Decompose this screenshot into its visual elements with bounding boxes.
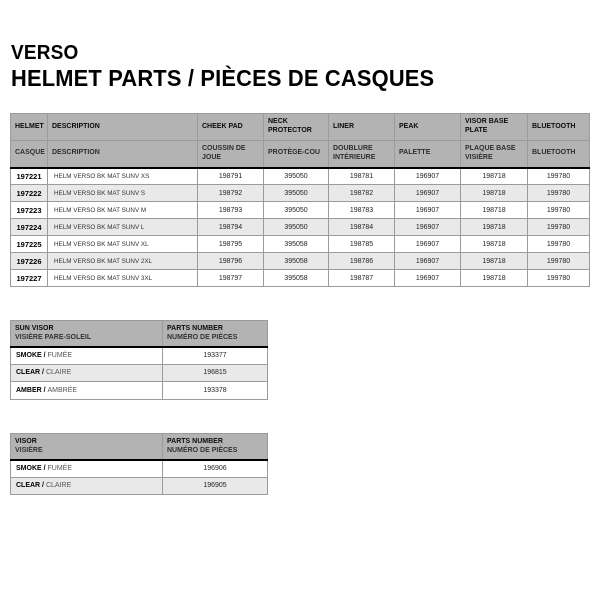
sun-visor-column-header <box>11 321 163 347</box>
column-header: CHEEK PAD <box>198 114 264 141</box>
part-number-cell: 198792 <box>198 185 264 202</box>
table-row <box>11 460 268 478</box>
part-number-cell: 199780 <box>528 185 590 202</box>
parts-number-header-en: PARTS NUMBER <box>167 325 223 333</box>
visor-column-header <box>11 434 163 460</box>
part-number-cell: 198781 <box>329 168 395 185</box>
part-number-cell: 198795 <box>198 236 264 253</box>
part-number-cell: 198797 <box>198 270 264 287</box>
header-row <box>11 434 268 460</box>
part-number-cell: 196907 <box>395 168 461 185</box>
color-label-en: AMBER / <box>16 386 48 394</box>
description-cell: HELM VERSO BK MAT SUNV L <box>48 219 198 236</box>
table-row <box>11 185 590 202</box>
sun-visor-header-fr: VISIÈRE PARE-SOLEIL <box>15 334 92 342</box>
part-number-cell: 198782 <box>329 185 395 202</box>
header-row-en <box>11 114 590 141</box>
helmet-code-cell: 197222 <box>11 185 48 202</box>
helmet-parts-table-body <box>11 168 590 287</box>
part-number-cell: 199780 <box>528 219 590 236</box>
table-row <box>11 202 590 219</box>
part-number-cell: 199780 <box>528 270 590 287</box>
column-header: NECK PROTECTOR <box>264 114 329 141</box>
color-label-fr: CLAIRE <box>45 482 72 490</box>
helmet-code-cell: 197225 <box>11 236 48 253</box>
table-row <box>11 253 590 270</box>
table-row <box>11 347 268 365</box>
part-number-cell: 198784 <box>329 219 395 236</box>
part-number-cell: 198794 <box>198 219 264 236</box>
part-number-cell: 395058 <box>264 253 329 270</box>
column-header: PLAQUE BASE VISIÈRE <box>461 141 528 168</box>
description-cell: HELM VERSO BK MAT SUNV 3XL <box>48 270 198 287</box>
part-number-cell: 198791 <box>198 168 264 185</box>
brand-title: VERSO <box>11 42 79 64</box>
part-number-cell: 196906 <box>163 460 268 478</box>
part-number-cell: 196907 <box>395 202 461 219</box>
description-cell: HELM VERSO BK MAT SUNV S <box>48 185 198 202</box>
parts-number-header-fr: NUMÉRO DE PIÈCES <box>167 447 238 455</box>
sun-visor-table <box>10 320 268 400</box>
color-label-cell <box>11 364 163 382</box>
part-number-cell: 199780 <box>528 202 590 219</box>
visor-table <box>10 433 268 495</box>
helmet-code-cell: 197221 <box>11 168 48 185</box>
part-number-cell: 199780 <box>528 236 590 253</box>
table-row <box>11 382 268 400</box>
column-header: PROTÈGE-COU <box>264 141 329 168</box>
part-number-cell: 196907 <box>395 253 461 270</box>
sun-visor-header-en: SUN VISOR <box>15 325 54 333</box>
column-header: HELMET <box>11 114 48 141</box>
column-header: BLUETOOTH <box>528 114 590 141</box>
part-number-cell: 196907 <box>395 219 461 236</box>
color-label-en: SMOKE / <box>16 465 48 472</box>
part-number-cell: 196815 <box>163 364 268 382</box>
part-number-cell: 198718 <box>461 219 528 236</box>
part-number-cell: 198718 <box>461 270 528 287</box>
helmet-code-cell: 197223 <box>11 202 48 219</box>
part-number-cell: 196907 <box>395 270 461 287</box>
title-block <box>11 42 434 93</box>
part-number-cell: 198785 <box>329 236 395 253</box>
part-number-cell: 395050 <box>264 202 329 219</box>
color-label-en: CLEAR / <box>16 482 46 490</box>
color-label-fr: CLAIRE <box>45 369 72 377</box>
part-number-cell: 199780 <box>528 253 590 270</box>
color-label-fr: FUMÉE <box>47 352 73 359</box>
page-title: HELMET PARTS / PIÈCES DE CASQUES <box>11 65 435 91</box>
column-header: PEAK <box>395 114 461 141</box>
description-cell: HELM VERSO BK MAT SUNV 2XL <box>48 253 198 270</box>
description-cell: HELM VERSO BK MAT SUNV M <box>48 202 198 219</box>
table-row <box>11 270 590 287</box>
part-number-cell: 198718 <box>461 168 528 185</box>
table-row <box>11 477 268 495</box>
description-cell: HELM VERSO BK MAT SUNV XL <box>48 236 198 253</box>
column-header: VISOR BASE PLATE <box>461 114 528 141</box>
table-row <box>11 168 590 185</box>
column-header: BLUETOOTH <box>528 141 590 168</box>
visor-table-body <box>11 460 268 495</box>
part-number-cell: 395058 <box>264 270 329 287</box>
helmet-parts-table <box>10 113 590 287</box>
table-row <box>11 219 590 236</box>
part-number-cell: 193377 <box>163 347 268 365</box>
part-number-cell: 395058 <box>264 236 329 253</box>
color-label-fr: FUMÉE <box>47 465 73 472</box>
color-label-en: CLEAR / <box>16 369 46 377</box>
column-header: PALETTE <box>395 141 461 168</box>
color-label-cell <box>11 347 163 365</box>
color-label-cell <box>11 460 163 478</box>
part-number-cell: 395050 <box>264 185 329 202</box>
part-number-cell: 198787 <box>329 270 395 287</box>
part-number-cell: 198783 <box>329 202 395 219</box>
parts-number-column-header <box>163 321 268 347</box>
column-header: CASQUE <box>11 141 48 168</box>
table-row <box>11 364 268 382</box>
part-number-cell: 199780 <box>528 168 590 185</box>
color-label-fr: AMBRÉE <box>47 386 78 394</box>
part-number-cell: 198796 <box>198 253 264 270</box>
visor-header-en: VISOR <box>15 438 37 446</box>
visor-table-header <box>11 434 268 460</box>
sun-visor-table-body <box>11 347 268 400</box>
part-number-cell: 198793 <box>198 202 264 219</box>
part-number-cell: 198786 <box>329 253 395 270</box>
sun-visor-table-header <box>11 321 268 347</box>
color-label-cell <box>11 477 163 495</box>
part-number-cell: 395050 <box>264 219 329 236</box>
color-label-cell <box>11 382 163 400</box>
helmet-parts-table-header <box>11 114 590 168</box>
part-number-cell: 198718 <box>461 185 528 202</box>
column-header: DESCRIPTION <box>48 114 198 141</box>
parts-number-header-fr: NUMÉRO DE PIÈCES <box>167 334 238 342</box>
table-row <box>11 236 590 253</box>
color-label-en: SMOKE / <box>16 352 48 359</box>
helmet-code-cell: 197226 <box>11 253 48 270</box>
description-cell: HELM VERSO BK MAT SUNV XS <box>48 168 198 185</box>
column-header: COUSSIN DE JOUE <box>198 141 264 168</box>
column-header: DESCRIPTION <box>48 141 198 168</box>
column-header: DOUBLURE INTÉRIEURE <box>329 141 395 168</box>
helmet-code-cell: 197224 <box>11 219 48 236</box>
part-number-cell: 196907 <box>395 236 461 253</box>
part-number-cell: 193378 <box>163 382 268 400</box>
helmet-code-cell: 197227 <box>11 270 48 287</box>
parts-number-column-header <box>163 434 268 460</box>
part-number-cell: 196907 <box>395 185 461 202</box>
part-number-cell: 395050 <box>264 168 329 185</box>
part-number-cell: 198718 <box>461 253 528 270</box>
parts-number-header-en: PARTS NUMBER <box>167 438 223 446</box>
visor-header-fr: VISIÈRE <box>15 447 43 455</box>
part-number-cell: 196905 <box>163 477 268 495</box>
header-row-fr <box>11 141 590 168</box>
part-number-cell: 198718 <box>461 236 528 253</box>
column-header: LINER <box>329 114 395 141</box>
header-row <box>11 321 268 347</box>
part-number-cell: 198718 <box>461 202 528 219</box>
